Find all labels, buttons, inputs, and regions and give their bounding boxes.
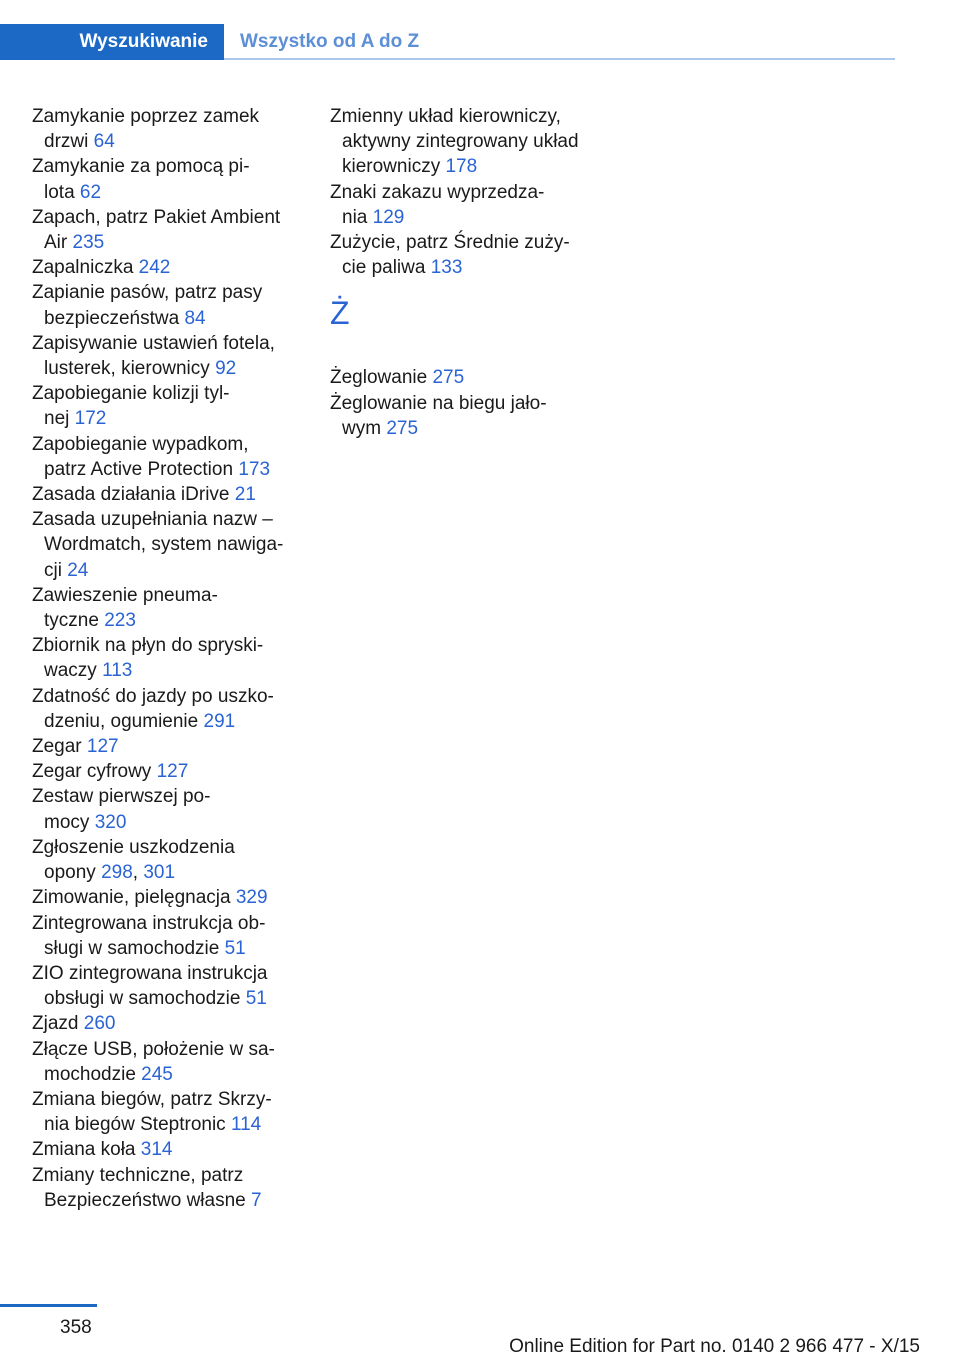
entry-line [32, 1188, 307, 1213]
entry-text: Zapobieganie kolizji tyl- [32, 383, 230, 405]
index-entry [32, 280, 307, 330]
entry-text: cie paliwa [342, 257, 426, 279]
entry-line [32, 104, 307, 129]
entry-text: Zintegrowana instrukcja ob- [32, 912, 266, 934]
entry-line [32, 784, 307, 809]
entry-line [32, 1011, 307, 1036]
tab-wszystko-label: Wszystko od A do Z [240, 31, 420, 52]
entry-text: obsługi w samochodzie [44, 988, 241, 1010]
page-link[interactable]: 114 [230, 1114, 262, 1136]
entry-line [32, 885, 307, 910]
entry-text: Znaki zakazu wyprzedza- [330, 181, 545, 203]
entry-text: waczy [44, 660, 97, 682]
entry-line [32, 684, 307, 709]
page-link[interactable]: 127 [86, 736, 119, 758]
entry-text: Zapianie pasów, patrz pasy [32, 282, 263, 304]
entry-text: opony [44, 862, 96, 884]
page-link[interactable]: 314 [140, 1139, 173, 1161]
entry-line [32, 356, 307, 381]
entry-line [330, 255, 605, 280]
index-entry [32, 1011, 307, 1036]
page-link[interactable]: 21 [234, 484, 256, 506]
page-link[interactable]: 291 [203, 710, 236, 732]
entry-text: aktywny zintegrowany układ [342, 131, 579, 153]
entry-line [330, 180, 605, 205]
entry-text: Zgłoszenie uszkodzenia [32, 836, 235, 858]
entry-text: Zegar [32, 736, 82, 758]
index-entry [32, 1087, 307, 1137]
entry-line [32, 255, 307, 280]
index-entries-z-dot [330, 365, 605, 441]
page-number: 358 [60, 1317, 92, 1338]
entry-line [32, 961, 307, 986]
index-column-left [32, 104, 307, 1213]
entry-text: mochodzie [44, 1063, 136, 1085]
tab-wyszukiwanie[interactable] [0, 24, 224, 60]
entry-text: Zegar cyfrowy [32, 761, 152, 783]
page-link[interactable]: 62 [79, 181, 102, 203]
entry-text: ZIO zintegrowana instrukcja [32, 962, 268, 984]
index-entry [32, 331, 307, 381]
page-link[interactable]: 245 [141, 1063, 173, 1085]
entry-text: Zjazd [32, 1013, 79, 1035]
entry-line [330, 154, 605, 179]
entry-text: Zasada uzupełniania nazw – [32, 509, 273, 531]
entry-line [32, 230, 307, 255]
index-entry [330, 104, 605, 180]
entry-text: Zawieszenie pneuma- [32, 584, 218, 606]
entry-line [32, 306, 307, 331]
entry-line [32, 734, 307, 759]
page-link[interactable]: 329 [235, 887, 268, 909]
entry-line [32, 1062, 307, 1087]
page-link[interactable]: 113 [102, 660, 133, 682]
entry-text: Zmiana koła [32, 1139, 136, 1161]
entry-line [32, 432, 307, 457]
index-entry [32, 1037, 307, 1087]
entry-text: drzwi [44, 131, 89, 153]
page-link[interactable]: 84 [184, 307, 206, 329]
page-link[interactable]: 172 [74, 408, 107, 430]
entry-line [330, 391, 605, 416]
entry-text: kierowniczy [342, 156, 441, 178]
entry-line [32, 280, 307, 305]
index-entry [32, 1163, 307, 1213]
entry-line [32, 457, 307, 482]
entry-line [32, 406, 307, 431]
entry-text: Zapisywanie ustawień fotela, [32, 332, 275, 354]
entry-line [32, 986, 307, 1011]
index-entry [32, 961, 307, 1011]
entry-line [32, 482, 307, 507]
entry-line [32, 532, 307, 557]
entry-line [330, 416, 605, 441]
entry-text: Zapach, patrz Pakiet Ambient [32, 206, 281, 228]
entry-text: lusterek, kierownicy [44, 358, 210, 380]
entry-text: Żeglowanie na biegu jało- [330, 392, 547, 414]
footer-rule [0, 1304, 97, 1307]
entry-line: opony 298, 301 [44, 862, 176, 884]
page-link[interactable]: 133 [430, 257, 463, 279]
page-link[interactable]: 298 [101, 862, 133, 884]
index-entry [32, 205, 307, 255]
letter-heading: Ż [330, 295, 350, 332]
entry-text: Zestaw pierwszej po- [32, 786, 211, 808]
page-link[interactable]: 24 [67, 559, 89, 581]
tab-wyszukiwanie-label: Wyszukiwanie [79, 31, 208, 52]
entry-line [32, 810, 307, 835]
entry-line [32, 633, 307, 658]
index-entry [330, 230, 605, 280]
index-entry [330, 391, 605, 441]
index-entry [32, 835, 307, 885]
page-link[interactable]: 127 [156, 761, 189, 783]
entry-line [32, 381, 307, 406]
entry-text: patrz Active Protection [44, 458, 234, 480]
entry-text: Złącze USB, położenie w sa- [32, 1038, 275, 1060]
page-link[interactable]: 235 [72, 232, 105, 254]
entry-text: Zasada działania iDrive [32, 484, 230, 506]
entry-text: Zapalniczka [32, 257, 134, 279]
page-link[interactable]: 242 [138, 257, 171, 279]
entry-line [32, 911, 307, 936]
entry-line [32, 1087, 307, 1112]
entry-line [32, 180, 307, 205]
entry-line [32, 331, 307, 356]
page-link[interactable]: 275 [432, 367, 465, 389]
header-tabs [0, 24, 895, 62]
entry-text: Zdatność do jazdy po uszko- [32, 685, 274, 707]
entry-text: Zamykanie poprzez zamek [32, 106, 260, 127]
tab-wszystko-od-a-do-z[interactable] [240, 24, 419, 60]
entry-line [32, 558, 307, 583]
entry-text: nej [44, 408, 70, 430]
entry-line [330, 205, 605, 230]
index-entry [32, 583, 307, 633]
entry-text: tyczne [44, 610, 99, 632]
entry-line [32, 129, 307, 154]
entry-line [330, 129, 605, 154]
entry-text: bezpieczeństwa [44, 307, 180, 329]
entry-text: mocy [44, 811, 90, 833]
page-link[interactable]: 51 [224, 937, 246, 959]
entry-line [32, 1037, 307, 1062]
entry-line [32, 936, 307, 961]
page-link[interactable]: 260 [83, 1013, 116, 1035]
entry-line [32, 205, 307, 230]
index-entry [32, 885, 307, 910]
index-entry [330, 365, 605, 390]
entry-line [32, 1112, 307, 1137]
page-link[interactable]: 178 [445, 156, 478, 178]
index-entry [32, 381, 307, 431]
page-link[interactable]: 173 [238, 458, 271, 480]
index-entry [32, 432, 307, 482]
index-column-right [330, 104, 605, 441]
entry-line [32, 1163, 307, 1188]
page-link[interactable]: 92 [215, 358, 237, 380]
entry-text: Zmienny układ kierowniczy, [330, 106, 561, 127]
index-entry [32, 759, 307, 784]
index-entry [32, 255, 307, 280]
entry-line [32, 759, 307, 784]
page-link[interactable]: 129 [372, 206, 405, 228]
page-link[interactable]: 320 [94, 811, 127, 833]
entry-line [32, 658, 307, 683]
entry-text: nia [342, 206, 368, 228]
index-entry [32, 633, 307, 683]
index-entries-z [330, 104, 605, 280]
entry-text: nia biegów Steptronic [44, 1114, 226, 1136]
entry-line [330, 230, 605, 255]
index-entry [32, 684, 307, 734]
entry-text: Zapobieganie wypadkom, [32, 433, 249, 455]
page-link[interactable]: 223 [104, 610, 136, 632]
index-entry [32, 154, 307, 204]
entry-text: Zimowanie, pielęgnacja [32, 887, 231, 909]
entry-text: Wordmatch, system nawiga- [44, 534, 284, 556]
entry-text: wym [342, 417, 382, 439]
index-entry [32, 784, 307, 834]
index-entry [32, 911, 307, 961]
index-entry [32, 507, 307, 583]
entry-text: Zmiany techniczne, patrz [32, 1164, 244, 1186]
index-entry [32, 104, 307, 154]
entry-line [32, 835, 307, 860]
entry-text: Żeglowanie [330, 367, 428, 389]
entry-line [32, 154, 307, 179]
index-entry [32, 734, 307, 759]
entry-text: Zamykanie za pomocą pi- [32, 156, 250, 178]
page-link[interactable]: 275 [386, 417, 419, 439]
page-link[interactable]: 51 [245, 988, 267, 1010]
tab-underline [224, 58, 895, 60]
entry-text: Bezpieczeństwo własne [44, 1189, 246, 1211]
index-entry [32, 482, 307, 507]
index-entry [330, 180, 605, 230]
page-link[interactable]: 7 [251, 1189, 262, 1211]
entry-text: Zużycie, patrz Średnie zuży- [330, 232, 570, 254]
page-link[interactable]: 301 [143, 862, 176, 884]
entry-line [32, 709, 307, 734]
entry-text: lota [44, 181, 75, 203]
entry-text: Zbiornik na płyn do spryski- [32, 635, 264, 657]
entry-text: sługi w samochodzie [44, 937, 220, 959]
entry-line [330, 365, 605, 390]
entry-text: dzeniu, ogumienie [44, 710, 199, 732]
entry-line [330, 104, 605, 129]
entry-line [32, 608, 307, 633]
entry-line [32, 583, 307, 608]
entry-text: Air [44, 232, 68, 254]
entry-text: cji [44, 559, 62, 581]
entry-line [32, 1137, 307, 1162]
index-entry [32, 1137, 307, 1162]
page-link[interactable]: 64 [93, 131, 115, 153]
entry-text: Zmiana biegów, patrz Skrzy- [32, 1088, 272, 1110]
edition-footer: Online Edition for Part no. 0140 2 966 477 - X/15 [509, 1336, 920, 1357]
entry-line [32, 507, 307, 532]
